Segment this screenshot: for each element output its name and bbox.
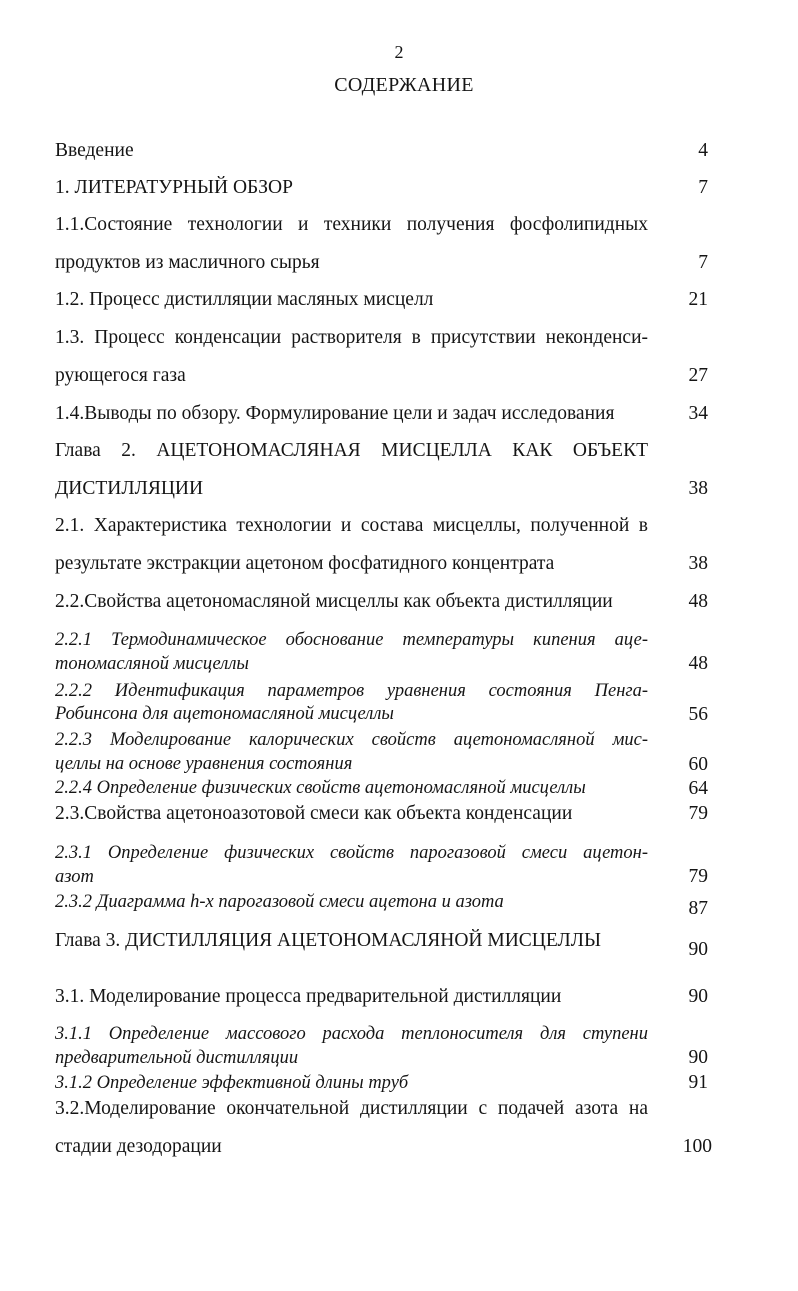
toc-page-1-1: 7 [698,252,708,273]
toc-page-2-2-4: 64 [688,778,708,799]
toc-page-2-2: 48 [688,591,708,612]
toc-entry-3-1-1-line2: предварительной дистилляции [55,1048,299,1068]
toc-page-2-2-2: 56 [688,704,708,725]
toc-page-3-1: 90 [688,986,708,1007]
toc-page-1-4: 34 [688,403,708,424]
toc-page-2-1: 38 [688,553,708,574]
toc-entry-chapter-1: 1. ЛИТЕРАТУРНЫЙ ОБЗОР [55,177,293,198]
toc-page-chapter-1: 7 [698,177,708,198]
toc-entry-2-1-line2: результате экстракции ацетоном фосфатидного концентрата [55,553,555,574]
toc-entry-2-3: 2.3.Свойства ацетоноазотовой смеси как объекта конденсации [55,803,573,824]
toc-entry-2-2-3-line1: 2.2.3 Моделирование калорических свойств ацетономасляной мис- [55,730,648,750]
toc-page-3-2: 100 [682,1136,712,1157]
toc-page-2-2-3: 60 [688,754,708,775]
toc-entry-1-3-line1: 1.3. Процесс конденсации растворителя в присутствии неконденси- [55,327,648,348]
toc-entry-3-2-line1: 3.2.Моделирование окончательной дистилляции с подачей азота на [55,1098,648,1119]
toc-page-1-3: 27 [688,365,708,386]
toc-entry-3-1: 3.1. Моделирование процесса предварительной дистилляции [55,986,562,1007]
toc-page-3-1-2: 91 [688,1072,708,1093]
toc-page-2-3-1: 79 [688,866,708,887]
toc-entry-3-1-1-line1: 3.1.1 Определение массового расхода теплоносителя для ступени [55,1024,648,1044]
toc-entry-2-2-1-line2: тономасляной мисцеллы [55,654,249,674]
toc-entry-2-2-3-line2: целлы на основе уравнения состояния [55,754,353,774]
toc-entry-2-2-2-line2: Робинсона для ацетономасляной мисцеллы [55,704,394,724]
page-number: 2 [394,42,404,62]
toc-page-2-3: 79 [688,803,708,824]
toc-entry-2-3-2: 2.3.2 Диаграмма h-x парогазовой смеси ацетона и азота [55,892,504,912]
toc-entry-1-1-line1: 1.1.Состояние технологии и техники получения фосфолипидных [55,214,648,235]
toc-page-3-1-1: 90 [688,1047,708,1068]
toc-entry-3-2-line2: стадии дезодорации [55,1136,222,1157]
toc-entry-2-2-2-line1: 2.2.2 Идентификация параметров уравнения состояния Пенга- [55,681,648,701]
toc-entry-1-4: 1.4.Выводы по обзору. Формулирование цели и задач исследования [55,403,615,424]
toc-entry-chapter-3: Глава 3. ДИСТИЛЛЯЦИЯ АЦЕТОНОМАСЛЯНОЙ МИСЦЕЛЛЫ [55,930,601,951]
toc-entry-3-1-2: 3.1.2 Определение эффективной длины труб [55,1073,409,1093]
toc-entry-2-2: 2.2.Свойства ацетономасляной мисцеллы как объекта дистилляции [55,591,613,612]
toc-page-chapter-3: 90 [688,939,708,960]
toc-entry-2-1-line1: 2.1. Характеристика технологии и состава мисцеллы, полученной в [55,515,648,536]
toc-entry-intro: Введение [55,140,134,161]
toc-entry-1-1-line2: продуктов из масличного сырья [55,252,320,273]
toc-entry-1-2: 1.2. Процесс дистилляции масляных мисцелл [55,289,434,310]
toc-entry-chapter-2-line2: ДИСТИЛЛЯЦИИ [55,478,204,499]
toc-page-chapter-2: 38 [688,478,708,499]
toc-page-intro: 4 [698,140,708,161]
toc-entry-2-2-1-line1: 2.2.1 Термодинамическое обоснование температуры кипения аце- [55,630,648,650]
toc-entry-2-2-4: 2.2.4 Определение физических свойств ацетономасляной мисцеллы [55,778,586,798]
toc-page-1-2: 21 [688,289,708,310]
toc-entry-1-3-line2: рующегося газа [55,365,186,386]
toc-entry-chapter-2-line1: Глава 2. АЦЕТОНОМАСЛЯНАЯ МИСЦЕЛЛА КАК ОБЪЕКТ [55,440,648,461]
toc-entry-2-3-1-line1: 2.3.1 Определение физических свойств парогазовой смеси ацетон- [55,843,648,863]
toc-page-2-3-2: 87 [688,898,708,919]
page-title: СОДЕРЖАНИЕ [334,74,474,96]
toc-entry-2-3-1-line2: азот [55,867,94,887]
toc-page-2-2-1: 48 [688,653,708,674]
